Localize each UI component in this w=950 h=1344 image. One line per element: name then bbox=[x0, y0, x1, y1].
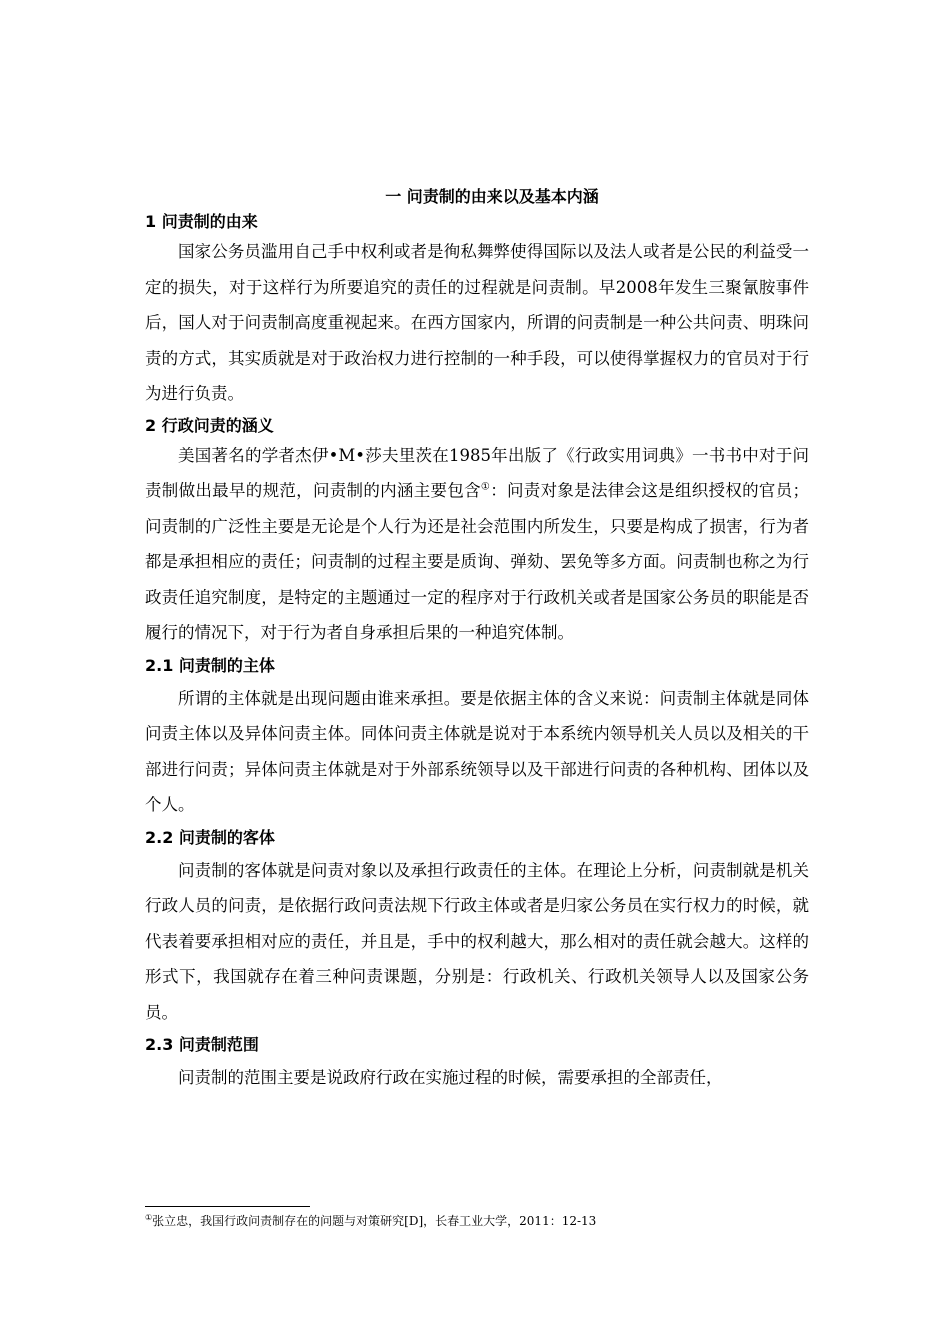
footnote-mark: ① bbox=[145, 1213, 153, 1222]
section-heading-2: 2 行政问责的涵义 bbox=[145, 415, 274, 435]
section-heading-2-3: 2.3 问责制范围 bbox=[145, 1035, 259, 1054]
section-1-paragraph: 国家公务员滥用自己手中权利或者是徇私舞弊使得国际以及法人或者是公民的利益受一定的损失，对于这样行为所要追究的责任的过程就是问责制。早2008年发生三聚氰胺事件后，国人对于问责制高度重视起来。在西方国家内，所谓的问责制是一种公共问责、明珠问责的方式，其实质就是对于政治权力进行控制的一种手段，可以使得掌握权力的官员对于行为进行负责。 bbox=[145, 242, 809, 403]
section-2-2-paragraph: 问责制的客体就是问责对象以及承担行政责任的主体。在理论上分析，问责制就是机关行政人员的问责，是依据行政问责法规下行政主体或者是归家公务员在实行权力的时候，就代表着要承担相对应的责任，并且是，手中的权利越大，那么相对的责任就会越大。这样的形式下，我国就存在着三种问责课题，分别是：行政机关、行政机关领导人以及国家公务员。 bbox=[145, 860, 809, 1022]
footnote-text: 张立忠，我国行政问责制存在的问题与对策研究[D]，长春工业大学，2011：12-13 bbox=[152, 1214, 597, 1228]
section-heading-2-1: 2.1 问责制的主体 bbox=[145, 655, 275, 675]
section-2-3-paragraph: 问责制的范围主要是说政府行政在实施过程的时候，需要承担的全部责任， bbox=[178, 1068, 723, 1087]
section-2-text-after-note: ：问责对象是法律会这是组织授权的官员；问责制的广泛性主要是无论是个人行为还是社会范围内所发生，只要是构成了损害，行为者都是承担相应的责任；问责制的过程主要是质询、弹劾、罢免等多方面。问责制也称之为行政责任追究制度，是特定的主题通过一定的程序对于行政机关或者是国家公务员的职能是否履行的情况下，对于行为者自身承担后果的一种追究体制。 bbox=[145, 481, 810, 642]
page-body bbox=[145, 184, 809, 1096]
footnote bbox=[145, 1212, 825, 1230]
chapter-title: 一 问责制的由来以及基本内涵 bbox=[385, 187, 599, 206]
section-2-paragraph bbox=[145, 438, 809, 651]
section-heading-2-2: 2.2 问责制的客体 bbox=[145, 827, 275, 847]
section-heading-1: 1 问责制的由来 bbox=[145, 212, 258, 231]
footnote-reference[interactable]: ① bbox=[480, 481, 491, 493]
section-2-text-before-note: 美国著名的学者杰伊•M•莎夫里茨在1985年出版了《行政实用词典》一书书中对于问责制做出最早的规范，问责制的内涵主要包含 bbox=[145, 445, 809, 500]
footnote-separator bbox=[145, 1206, 310, 1207]
section-2-1-paragraph: 所谓的主体就是出现问题由谁来承担。要是依据主体的含义来说：问责制主体就是同体问责主体以及异体问责主体。同体问责主体就是说对于本系统内领导机关人员以及相关的干部进行问责；异体问责主体就是对于外部系统领导以及干部进行问责的各种机构、团体以及个人。 bbox=[145, 688, 809, 814]
